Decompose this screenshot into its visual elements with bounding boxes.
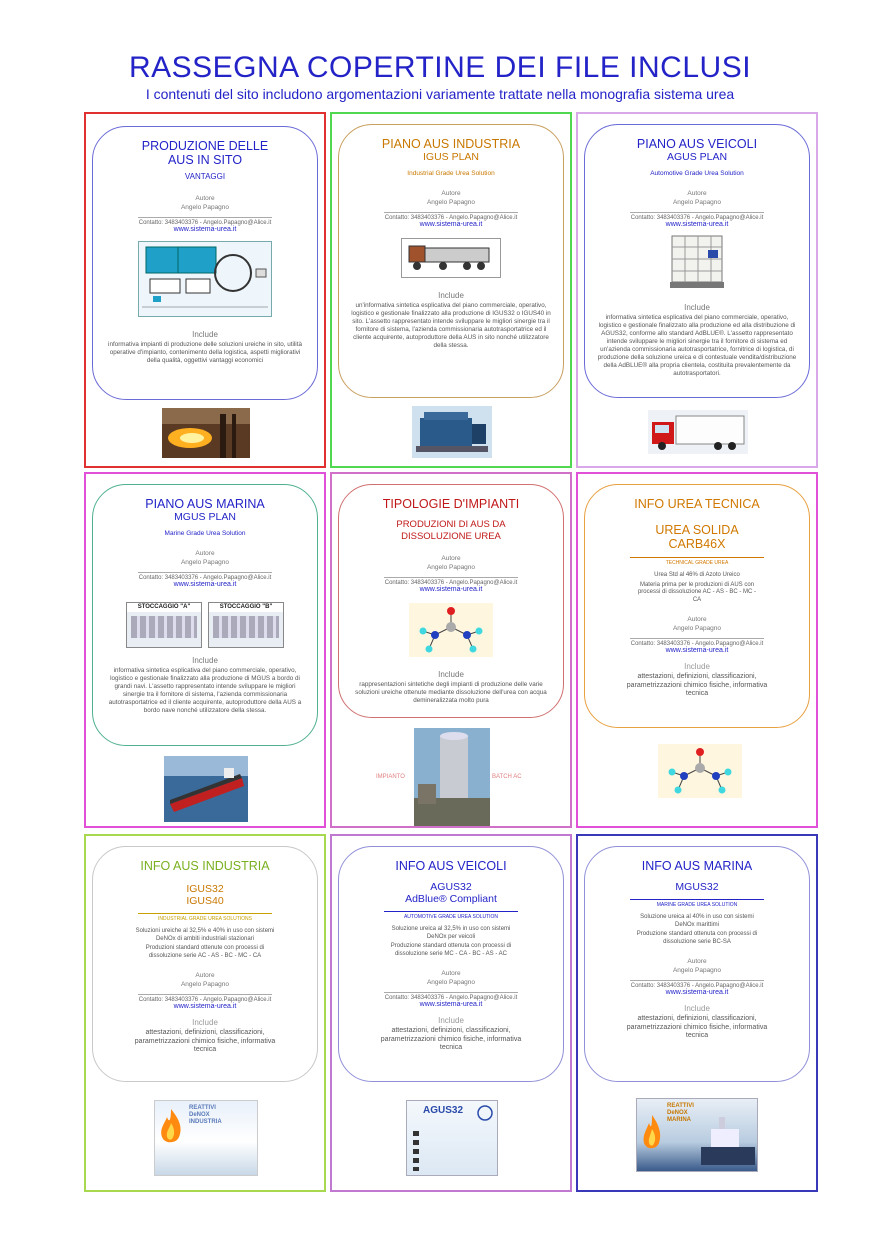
cover-product: UREA SOLIDA — [655, 523, 739, 537]
cover-description: un'informativa sintetica esplicativa del piano commerciale, operativo, logistico e gestionale finalizzato alla produzione di IGUS32 o IGUS40 in sito. L'assetto rappresentato intende sviluppare le migliori sinergie tra il fornitore di sistema, l'azienda commissionaria autotrasportatrice ed il cliente acquirente, autoproduttore della AUS in sito nonché utilizzatore della stessa. — [351, 302, 551, 349]
divider — [630, 980, 764, 981]
cover-product: MGUS32 — [675, 881, 719, 893]
cover-piano-aus-veicoli[interactable] — [576, 112, 818, 468]
author-name: Angelo Papagno — [180, 981, 230, 988]
grade-label: MARINE GRADE UREA SOLUTION — [656, 902, 738, 908]
storage-a-label: STOCCAGGIO "A" — [127, 603, 201, 612]
ship-photo — [164, 756, 248, 822]
include-label: Include — [438, 291, 464, 300]
author-label: Autore — [687, 958, 707, 965]
reattivi-logo-text: REATTIVI DeNOX MARINA — [667, 1103, 694, 1123]
plant-left-label: IMPIANTO — [376, 774, 405, 780]
spec-1: Urea Std al 46% di Azoto Ureico — [654, 572, 740, 578]
cover-grade: Marine Grade Urea Solution — [164, 530, 246, 537]
cover-description: attestazioni, definizioni, classificazioni, parametrizzazioni chimico fisiche, informativa tecnica — [380, 1027, 522, 1051]
contact: Contatto: 3483403376 - Angelo.Papagno@Alice.it — [630, 983, 764, 989]
include-label: Include — [192, 656, 218, 665]
author-name: Angelo Papagno — [672, 199, 722, 206]
cover-title: INFO AUS VEICOLI — [395, 859, 507, 873]
site-link[interactable]: www.sistema-urea.it — [665, 989, 729, 996]
cover-product-2: IGUS40 — [186, 895, 224, 907]
cover-product: AGUS32 — [430, 881, 472, 893]
grade-label: INDUSTRIAL GRADE UREA SOLUTIONS — [158, 916, 252, 922]
cover-grade: Industrial Grade Urea Solution — [407, 170, 495, 177]
cover-plan-name: IGUS PLAN — [422, 151, 480, 163]
include-label: Include — [684, 1004, 710, 1013]
header — [0, 50, 880, 102]
flame-icon — [157, 1107, 185, 1147]
site-link[interactable]: www.sistema-urea.it — [419, 221, 483, 228]
cover-title: INFO AUS MARINA — [641, 859, 753, 873]
site-link[interactable]: www.sistema-urea.it — [419, 1001, 483, 1008]
agus32-logo-text: AGUS32 — [423, 1105, 464, 1116]
include-label: Include — [438, 1016, 464, 1025]
cover-description: attestazioni, definizioni, classificazioni, parametrizzazioni chimico fisiche, informativa tecnica — [626, 1015, 768, 1039]
agus32-brochure-image — [406, 1100, 498, 1176]
flame-icon — [641, 1113, 663, 1153]
ibc-tank-image — [670, 232, 724, 290]
cover-title: INFO UREA TECNICA — [634, 497, 760, 511]
author-name: Angelo Papagno — [180, 559, 230, 566]
contact: Contatto: 3483403376 - Angelo.Papagno@Alice.it — [384, 215, 518, 221]
author-label: Autore — [687, 190, 707, 197]
cover-grade: Automotive Grade Urea Solution — [650, 170, 744, 177]
contact: Contatto: 3483403376 - Angelo.Papagno@Alice.it — [138, 220, 272, 226]
cover-description: informativa sintetica esplicativa del piano commerciale, operativo, logistico e gestionale finalizzato alla produzione ed alla distribuzione di AGUS32, conforme allo standard AdBLUE®. L'assetto rappresentato intende sviluppare le migliori sinergie tra il fornitore di sistema ed un'azienda commissionaria autotrasportatrice, fornitrice di logistica, di produzione della soluzione ureica e di contestuale vendita/distribuzione della AdBLUE® alla propria clientela, costituita prevalentemente da autotrasportatori. — [597, 314, 797, 377]
include-label: Include — [438, 670, 464, 679]
silo-photo — [414, 728, 490, 826]
cover-compliance: AdBlue® Compliant — [405, 893, 497, 905]
site-link[interactable]: www.sistema-urea.it — [419, 586, 483, 593]
badge-icon — [477, 1105, 493, 1121]
divider — [630, 212, 764, 213]
author-label: Autore — [195, 195, 215, 202]
cover-title: PIANO AUS MARINA — [145, 497, 265, 511]
divider — [138, 994, 272, 995]
cover-product-code: CARB46X — [668, 537, 726, 551]
cover-produzione-aus-in-sito[interactable] — [84, 112, 326, 468]
cover-info-aus-veicoli[interactable] — [330, 834, 572, 1192]
cover-plan-name: MGUS PLAN — [174, 511, 236, 523]
cover-title: TIPOLOGIE D'IMPIANTI — [382, 497, 520, 511]
author-label: Autore — [441, 555, 461, 562]
divider — [384, 212, 518, 213]
cover-description: attestazioni, definizioni, classificazioni, parametrizzazioni chimico fisiche, informativa tecnica — [626, 673, 768, 697]
ship-icon — [701, 1115, 755, 1165]
divider — [138, 217, 272, 218]
grade-label: TECHNICAL GRADE UREA — [665, 560, 729, 566]
truck-photo — [648, 410, 748, 454]
author-label: Autore — [441, 970, 461, 977]
cover-description: attestazioni, definizioni, classificazioni, parametrizzazioni chimico fisiche, informativa tecnica — [134, 1029, 276, 1053]
divider — [384, 577, 518, 578]
spec-2: Produzioni standard ottenute con processi di dissoluzione serie AC - AS - BC - MC - CA — [145, 945, 265, 959]
spec-2: Produzione standard ottenuta con processi di dissoluzione serie MC - CA - BC - AS - AC — [390, 943, 512, 957]
cover-title: PIANO AUS VEICOLI — [636, 137, 758, 151]
urea-molecule-image — [409, 603, 493, 657]
divider — [138, 913, 272, 914]
contact: Contatto: 3483403376 - Angelo.Papagno@Alice.it — [384, 995, 518, 1001]
truck-icon — [413, 1131, 419, 1171]
cover-info-aus-industria[interactable] — [84, 834, 326, 1192]
plant-diagram-image — [138, 241, 272, 317]
spec-2: Materia prima per le produzioni di AUS con processi di dissoluzione AC - AS - BC - MC - CA — [637, 581, 757, 603]
cover-description: informativa sintetica esplicativa del piano commerciale, operativo, logistico e gestionale finalizzato alla produzione di MGUS a bordo di grandi navi. L'assetto rappresentato intende sviluppare le migliori sinergie tra il fornitore di sistema, l'azienda commissionaria autotrasportatrice ed il cliente acquirente, autoproduttore della AUS a bordo nave nonché utilizzatore della stessa. — [108, 667, 302, 714]
storage-diagrams — [93, 602, 317, 648]
author-name: Angelo Papagno — [672, 967, 722, 974]
cover-product: IGUS32 — [186, 883, 224, 895]
site-link[interactable]: www.sistema-urea.it — [173, 226, 237, 233]
contact: Contatto: 3483403376 - Angelo.Papagno@Alice.it — [138, 997, 272, 1003]
cover-piano-aus-marina[interactable] — [84, 472, 326, 828]
author-label: Autore — [687, 616, 707, 623]
spec-1: Soluzione ureica al 40% in uso con sistemi DeNOx marittimi — [640, 914, 754, 928]
cover-info-aus-marina[interactable] — [576, 834, 818, 1192]
divider — [630, 899, 764, 900]
storage-b-label: STOCCAGGIO "B" — [209, 603, 283, 612]
author-name: Angelo Papagno — [426, 979, 476, 986]
divider — [138, 572, 272, 573]
author-name: Angelo Papagno — [426, 199, 476, 206]
site-link[interactable]: www.sistema-urea.it — [173, 581, 237, 588]
storage-a-diagram — [126, 602, 202, 648]
grade-label: AUTOMOTIVE GRADE UREA SOLUTION — [403, 914, 499, 920]
cover-tipologie-impianti[interactable] — [330, 472, 572, 828]
cover-description: rappresentazioni sintetiche degli impianti di produzione delle varie soluzioni ureiche ottenute mediante dissoluzione dell'urea con acqua demineralizzata molto pura — [355, 681, 547, 704]
tank-row-icon — [213, 616, 279, 638]
contact: Contatto: 3483403376 - Angelo.Papagno@Alice.it — [630, 641, 764, 647]
urea-molecule-image — [658, 744, 742, 798]
cover-title: PRODUZIONE DELLE — [141, 139, 269, 153]
storage-b-diagram — [208, 602, 284, 648]
author-label: Autore — [441, 190, 461, 197]
cover-info-urea-tecnica[interactable] — [576, 472, 818, 828]
author-name: Angelo Papagno — [180, 204, 230, 211]
site-link[interactable]: www.sistema-urea.it — [173, 1003, 237, 1010]
cover-title: PIANO AUS INDUSTRIA — [381, 137, 521, 151]
reattivi-marina-image — [636, 1098, 758, 1172]
contact: Contatto: 3483403376 - Angelo.Papagno@Alice.it — [384, 580, 518, 586]
cover-title: INFO AUS INDUSTRIA — [140, 859, 270, 873]
divider — [630, 557, 764, 558]
contact: Contatto: 3483403376 - Angelo.Papagno@Alice.it — [630, 215, 764, 221]
spec-2: Produzione standard ottenuta con processi di dissoluzione serie BC-SA — [636, 931, 758, 945]
divider — [630, 638, 764, 639]
tanker-truck-image — [401, 238, 501, 278]
site-link[interactable]: www.sistema-urea.it — [665, 221, 729, 228]
author-label: Autore — [195, 972, 215, 979]
author-name: Angelo Papagno — [672, 625, 722, 632]
author-name: Angelo Papagno — [426, 564, 476, 571]
tank-row-icon — [131, 616, 197, 638]
furnace-photo — [162, 408, 250, 458]
include-label: Include — [684, 662, 710, 671]
include-label: Include — [192, 330, 218, 339]
divider — [384, 911, 518, 912]
spec-1: Soluzione ureica al 32,5% in uso con sistemi DeNOx per veicoli — [391, 926, 511, 940]
cover-piano-aus-industria[interactable] — [330, 112, 572, 468]
reattivi-industria-image — [154, 1100, 258, 1176]
include-label: Include — [192, 1018, 218, 1027]
plant-right-label: BATCH AC — [492, 774, 522, 780]
spec-1: Soluzioni ureiche al 32,5% e 40% in uso con sistemi DeNOx di ambiti industriali stazionari — [135, 928, 275, 942]
page-subtitle: I contenuti del sito includono argomentazioni variamente trattate nella monografia sistema urea — [145, 86, 735, 102]
contact: Contatto: 3483403376 - Angelo.Papagno@Alice.it — [138, 575, 272, 581]
reattivi-logo-text: REATTIVI DeNOX INDUSTRIA — [189, 1105, 222, 1125]
cover-plan-name: AGUS PLAN — [666, 151, 728, 163]
divider — [384, 992, 518, 993]
cover-subtitle: VANTAGGI — [184, 172, 226, 181]
engine-photo — [412, 406, 492, 458]
page-title: RASSEGNA COPERTINE DEI FILE INCLUSI — [128, 51, 752, 84]
author-label: Autore — [195, 550, 215, 557]
cover-subtitle: PRODUZIONI DI AUS DA — [396, 519, 506, 530]
include-label: Include — [684, 303, 710, 312]
site-link[interactable]: www.sistema-urea.it — [665, 647, 729, 654]
cover-description: informativa impianti di produzione delle soluzioni ureiche in sito, utilità operative d'impianto, contenimento della logistica, aspetti migliorativi della qualità, oggettivi vantaggi economici — [108, 341, 302, 364]
cover-subtitle-2: DISSOLUZIONE UREA — [401, 531, 501, 542]
cover-title-2: AUS IN SITO — [167, 153, 243, 167]
